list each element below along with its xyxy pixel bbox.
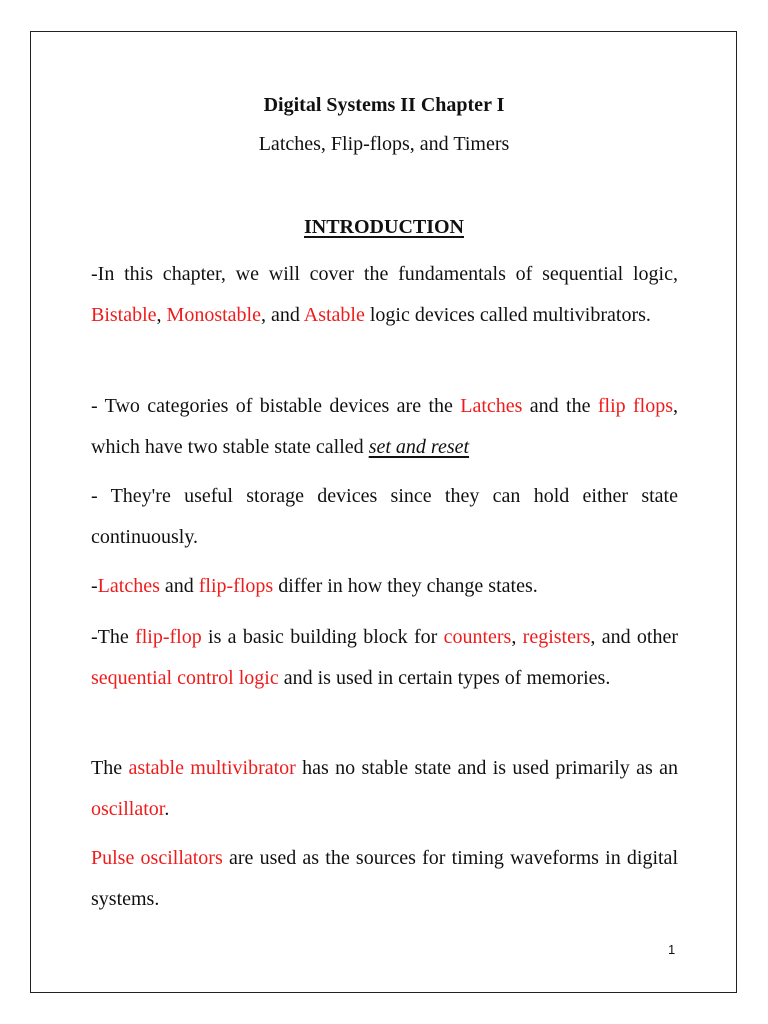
emphasis-set-and-reset: set and reset xyxy=(368,435,470,458)
keyword-astable: Astable xyxy=(303,303,365,326)
paragraph-intro xyxy=(91,254,678,335)
keyword-astable-multivibrator: astable multivibrator xyxy=(128,757,296,779)
document-subtitle: Latches, Flip-flops, and Timers xyxy=(258,133,510,155)
document-title: Digital Systems II Chapter I xyxy=(263,94,505,116)
text-segment: . xyxy=(164,797,170,820)
text-segment: - They're useful storage devices since they can hold either state continuously. xyxy=(91,485,678,548)
keyword-bistable: Bistable xyxy=(91,303,157,326)
text-segment: - Two categories of bistable devices are the xyxy=(91,395,461,417)
keyword-flip-flops: flip-flops xyxy=(198,575,274,597)
text-segment: The xyxy=(91,757,129,779)
paragraph-latches-vs-flipflops xyxy=(91,566,678,607)
text-segment: are used as the sources for timing waveforms in digital systems. xyxy=(91,847,678,910)
keyword-monostable: Monostable xyxy=(166,303,261,326)
text-segment: - xyxy=(91,575,98,597)
keyword-counters: counters xyxy=(443,626,512,648)
text-segment: , xyxy=(156,303,167,326)
keyword-pulse-oscillators: Pulse oscillators xyxy=(91,847,223,869)
paragraph-storage-devices xyxy=(91,476,678,557)
paragraph-pulse-oscillators xyxy=(91,838,678,919)
page-number: 1 xyxy=(668,942,676,957)
text-segment: has no stable state and is used primarily as an xyxy=(295,757,678,779)
text-segment: and xyxy=(159,575,199,597)
text-segment: -The xyxy=(91,626,136,648)
keyword-latches: Latches xyxy=(97,575,160,597)
paragraph-flipflop-building-block xyxy=(91,617,678,698)
paragraph-bistable-categories xyxy=(91,386,678,467)
text-segment: is a basic building block for xyxy=(201,626,444,648)
section-heading-text: INTRODUCTION xyxy=(303,216,465,238)
text-segment: , which have two stable state called xyxy=(91,395,678,458)
text-segment: and is used in certain types of memories. xyxy=(278,666,611,689)
text-segment: , and other xyxy=(590,626,678,648)
keyword-sequential-control-logic: sequential control logic xyxy=(91,666,279,689)
text-segment: -In this chapter, we will cover the fundamentals of sequential logic, xyxy=(91,263,678,285)
keyword-flip-flop: flip-flop xyxy=(135,626,202,648)
text-segment: , and xyxy=(260,303,304,326)
text-segment: logic devices called multivibrators. xyxy=(364,303,651,326)
text-segment: differ in how they change states. xyxy=(273,575,538,597)
keyword-latches: Latches xyxy=(460,395,523,417)
keyword-oscillator: oscillator xyxy=(91,797,165,820)
text-segment: , xyxy=(511,626,523,648)
text-segment: and the xyxy=(522,395,598,417)
paragraph-astable-multivibrator xyxy=(91,748,678,829)
keyword-registers: registers xyxy=(522,626,591,648)
section-heading xyxy=(0,216,768,239)
keyword-flip-flops: flip flops xyxy=(597,395,673,417)
